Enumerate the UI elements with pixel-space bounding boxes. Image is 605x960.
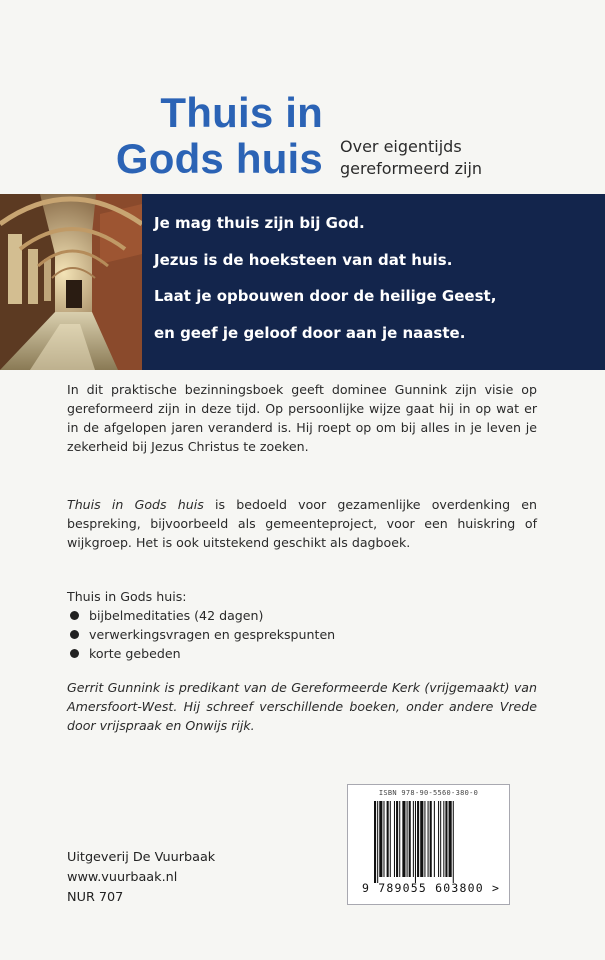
- subtitle-line-1: Over eigentijds: [340, 137, 462, 156]
- list-item-label: korte gebeden: [89, 646, 181, 661]
- barcode-bar: [409, 801, 411, 877]
- barcode-bar: [449, 801, 452, 877]
- list-item: [67, 625, 537, 644]
- list-item: [67, 644, 537, 663]
- publisher-info: [67, 848, 215, 908]
- barcode-box: [347, 784, 510, 905]
- usage-paragraph: [67, 495, 537, 552]
- barcode-bar: [434, 801, 435, 877]
- isbn-label: ISBN 978-90-5560-380-0: [378, 789, 479, 797]
- title-line-1: Thuis in: [160, 89, 323, 136]
- barcode-bar: [430, 801, 432, 877]
- barcode-bar: [417, 801, 419, 877]
- quote-3: Laat je opbouwen door de heilige Geest,: [154, 287, 497, 305]
- barcode-bar: [445, 801, 447, 877]
- barcode-bar: [453, 801, 454, 883]
- barcode-bar: [387, 801, 389, 877]
- cloister-photo-image: [0, 194, 142, 370]
- quote-4: en geef je geloof door aan je naaste.: [154, 323, 466, 342]
- book-subtitle: [340, 136, 482, 180]
- author-paragraph: Gerrit Gunnink is predikant van de Gereformeerde Kerk (vrijgemaakt) van Amersfoort-West. Hij schreef verschillende boeken, onder andere Vrede door vrijspraak en Onwijs rijk.: [67, 680, 537, 733]
- quote-list: [154, 212, 594, 358]
- barcode-bar: [402, 801, 405, 877]
- contents-heading: Thuis in Gods huis:: [67, 589, 187, 604]
- publisher-website: www.vuurbaak.nl: [67, 870, 178, 885]
- list-item: [67, 606, 537, 625]
- barcode-bar: [377, 801, 378, 883]
- book-title: [116, 90, 323, 182]
- barcode-bar: [383, 801, 384, 877]
- cloister-photo: [0, 194, 142, 370]
- barcode-icon: [374, 801, 486, 883]
- barcode-bar: [374, 801, 376, 883]
- barcode-bar: [396, 801, 398, 877]
- quote-2: Jezus is de hoeksteen van dat huis.: [154, 250, 453, 269]
- barcode-bar: [399, 801, 400, 877]
- barcode-bar: [390, 801, 391, 877]
- contents-list: [67, 587, 537, 663]
- list-item-label: bijbelmeditaties (42 dagen): [89, 608, 264, 623]
- usage-paragraph-title: Thuis in Gods huis: [67, 497, 204, 512]
- list-item-label: verwerkingsvragen en gesprekspunten: [89, 627, 336, 642]
- quote-band: [0, 194, 605, 370]
- title-block: [0, 88, 605, 188]
- barcode-bar: [413, 801, 414, 877]
- barcode-bar: [424, 801, 425, 877]
- subtitle-line-2: gereformeerd zijn: [340, 159, 483, 178]
- barcode-bar: [438, 801, 439, 877]
- barcode-bar: [443, 801, 444, 877]
- bullet-icon: [70, 611, 79, 620]
- usage-paragraph-text: is bedoeld voor gezamenlijke overdenking en bespreking, bijvoorbeeld als gemeenteproject, voor een huiskring of wijkgroep. Het is ook uitstekend geschikt als dagboek.: [67, 497, 537, 550]
- publisher-name: Uitgeverij De Vuurbaak: [67, 850, 216, 865]
- bullet-icon: [70, 630, 79, 639]
- barcode-bar: [440, 801, 441, 877]
- barcode-bar: [420, 801, 423, 877]
- intro-paragraph: In dit praktische bezinningsboek geeft dominee Gunnink zijn visie op gereformeerd zijn in deze tijd. Op persoonlijke wijze gaat hij in op wat er in de afgelopen jaren veranderd is. Hij roept op om bij alles in je leven je zekerheid bij Jezus Christus te zoeken.: [67, 382, 537, 454]
- barcode-bar: [407, 801, 408, 877]
- barcode-bar: [394, 801, 395, 877]
- barcode-bar: [415, 801, 416, 883]
- quote-1: Je mag thuis zijn bij God.: [154, 214, 365, 232]
- ean-number: 9 789055 603800 >: [362, 881, 501, 895]
- title-line-2: Gods huis: [115, 135, 323, 182]
- nur-code: NUR 707: [67, 890, 124, 905]
- barcode-bar: [379, 801, 382, 877]
- bullet-icon: [70, 649, 79, 658]
- barcode-bar: [428, 801, 429, 877]
